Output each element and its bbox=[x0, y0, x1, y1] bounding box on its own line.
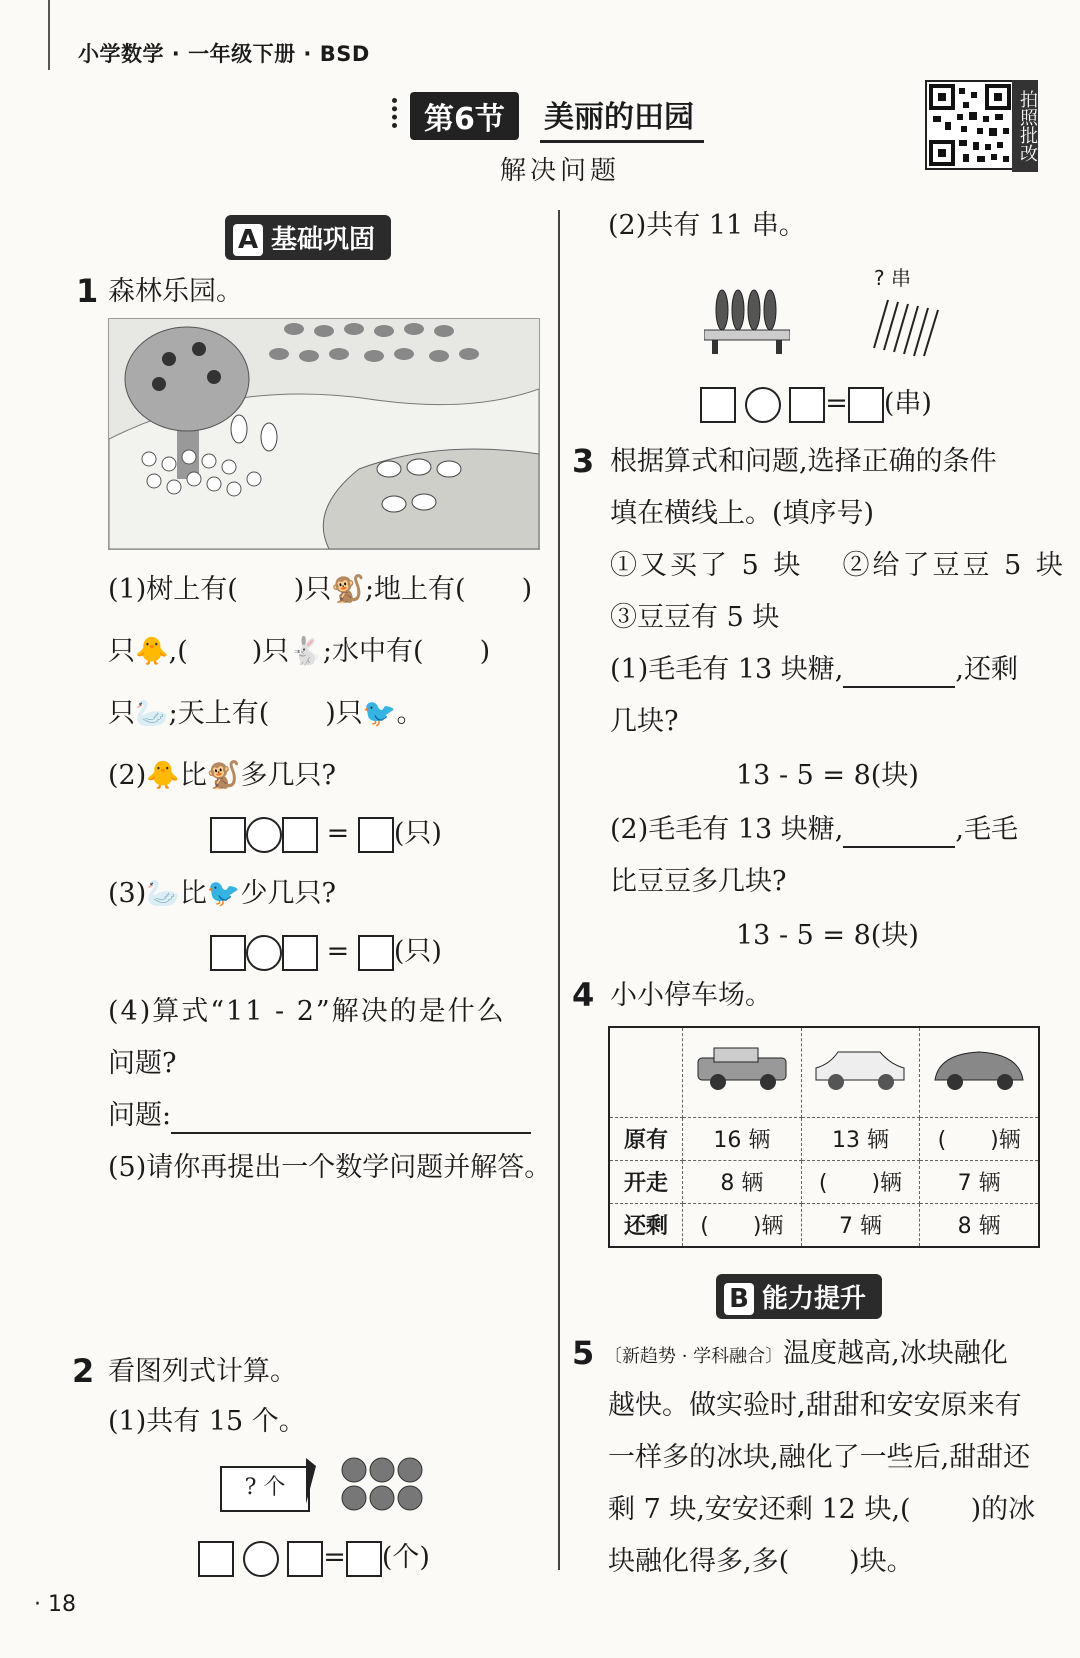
text: 问题: bbox=[108, 1100, 172, 1131]
option-2: ②给了豆豆 5 块 bbox=[842, 550, 1066, 581]
part-b-letter: B bbox=[724, 1283, 754, 1315]
text: 块融化得多,多( bbox=[608, 1546, 790, 1577]
q3-line1: 根据算式和问题,选择正确的条件 bbox=[610, 446, 997, 477]
mystery-box: ? 个 bbox=[220, 1466, 310, 1512]
q1-part2-equation bbox=[210, 816, 442, 853]
text: ;天上有( bbox=[168, 698, 270, 729]
table-row bbox=[609, 1160, 1039, 1203]
unit-label: (串) bbox=[883, 388, 932, 419]
section-subtitle: 解决问题 bbox=[500, 156, 621, 186]
q4-number: 4 bbox=[572, 976, 595, 1014]
answer-line[interactable] bbox=[171, 1102, 531, 1134]
text: (1)树上有( bbox=[108, 574, 238, 605]
operator-circle[interactable] bbox=[243, 1541, 279, 1577]
table-row bbox=[609, 1203, 1039, 1247]
text: 剩 7 块,安安还剩 12 块,( bbox=[608, 1494, 911, 1525]
q3-part1-line1 bbox=[610, 652, 1018, 688]
text: 只 bbox=[108, 636, 135, 667]
row-label: 开走 bbox=[609, 1160, 683, 1203]
q1-part1-line1 bbox=[108, 572, 532, 608]
forest-illustration bbox=[108, 318, 540, 550]
table-corner bbox=[609, 1027, 683, 1117]
kebab-stand bbox=[704, 286, 790, 360]
operator-circle[interactable] bbox=[246, 935, 282, 971]
q1-part4-line3 bbox=[108, 1098, 531, 1134]
text: (1)毛毛有 13 块糖, bbox=[610, 654, 844, 685]
car-icon bbox=[810, 1044, 910, 1094]
part-a-badge bbox=[225, 215, 391, 260]
text: )只 bbox=[293, 574, 332, 605]
stick-bundle bbox=[864, 296, 944, 362]
text: )的冰 bbox=[970, 1494, 1036, 1525]
car-cell bbox=[683, 1027, 802, 1117]
q1-part5: (5)请你再提出一个数学问题并解答。 bbox=[108, 1152, 552, 1183]
unit-label: (只) bbox=[393, 936, 442, 967]
text: 只 bbox=[108, 698, 135, 729]
text: (3) bbox=[108, 878, 147, 909]
section-title: 美丽的田园 bbox=[540, 92, 704, 143]
q1-part1-line3 bbox=[108, 696, 423, 732]
q5-line5 bbox=[608, 1544, 914, 1580]
answer-box[interactable] bbox=[282, 817, 318, 853]
table-cell-blank[interactable]: ( )辆 bbox=[801, 1160, 920, 1203]
text: (2)毛毛有 13 块糖, bbox=[610, 814, 844, 845]
text: 少几只? bbox=[240, 878, 336, 909]
q1-title: 森林乐园。 bbox=[108, 276, 243, 307]
text: ;地上有( bbox=[364, 574, 466, 605]
q5-number: 5 bbox=[572, 1334, 595, 1372]
table-header-row bbox=[609, 1027, 1039, 1117]
answer-box[interactable] bbox=[210, 817, 246, 853]
table-cell: 7 辆 bbox=[920, 1160, 1039, 1203]
column-divider bbox=[558, 210, 560, 1570]
book-header: 小学数学 · 一年级下册 · BSD bbox=[78, 42, 370, 66]
table-cell: 8 辆 bbox=[683, 1160, 802, 1203]
answer-box[interactable] bbox=[210, 935, 246, 971]
q1-part1-line2 bbox=[108, 634, 490, 670]
q3-number: 3 bbox=[572, 442, 595, 480]
q4-title: 小小停车场。 bbox=[610, 980, 772, 1011]
q5-tag: 〔新趋势 · 学科融合〕 bbox=[604, 1346, 784, 1367]
unit-label: (只) bbox=[393, 818, 442, 849]
q2-number: 2 bbox=[72, 1352, 95, 1390]
q3-line2: 填在横线上。(填序号) bbox=[610, 498, 875, 529]
section-badge: 第6节 bbox=[410, 92, 519, 140]
answer-box[interactable] bbox=[848, 387, 884, 423]
monkey-icon: 🐒 bbox=[331, 574, 365, 605]
text: 比 bbox=[179, 878, 207, 909]
swan-icon: 🦢 bbox=[135, 698, 169, 729]
q3-part1-line2: 几块? bbox=[610, 706, 679, 737]
text: ,( bbox=[168, 636, 188, 667]
q1-part3-equation bbox=[210, 934, 442, 971]
answer-box[interactable] bbox=[789, 387, 825, 423]
text: )块。 bbox=[849, 1546, 914, 1577]
q1-part4-line2: 问题? bbox=[108, 1048, 177, 1079]
text: 多几只? bbox=[240, 760, 336, 791]
table-cell: 7 辆 bbox=[801, 1203, 920, 1247]
qr-code[interactable] bbox=[925, 80, 1015, 170]
q5-line2: 越快。做实验时,甜甜和安安原来有 bbox=[608, 1390, 1022, 1421]
text: 。 bbox=[396, 698, 424, 729]
answer-box[interactable] bbox=[346, 1541, 382, 1577]
monkey-icon: 🐒 bbox=[206, 760, 241, 791]
q5-line4 bbox=[608, 1492, 1035, 1528]
q3-part2-line2: 比豆豆多几块? bbox=[610, 866, 787, 897]
table-cell: 16 辆 bbox=[683, 1117, 802, 1160]
q3-options-line1 bbox=[610, 548, 1066, 584]
text: )只 bbox=[251, 636, 290, 667]
q1-part3-question bbox=[108, 876, 336, 912]
page-number: · 18 bbox=[34, 1592, 76, 1617]
q1-part2-question bbox=[108, 758, 336, 794]
q3-part2-line1 bbox=[610, 812, 1018, 848]
apples-group bbox=[340, 1456, 430, 1516]
part-b-label: 能力提升 bbox=[762, 1284, 867, 1314]
parking-table bbox=[608, 1026, 1040, 1248]
answer-box[interactable] bbox=[358, 817, 394, 853]
row-label: 原有 bbox=[609, 1117, 683, 1160]
qr-tab[interactable]: 拍照批改 bbox=[1012, 80, 1038, 172]
text: (2) bbox=[108, 760, 147, 791]
jeep-icon bbox=[692, 1044, 792, 1094]
answer-box[interactable] bbox=[358, 935, 394, 971]
equals-sign: = bbox=[323, 1542, 346, 1573]
q5-line1 bbox=[604, 1336, 1008, 1375]
operator-circle[interactable] bbox=[246, 817, 282, 853]
answer-box[interactable] bbox=[700, 387, 736, 423]
box-side bbox=[306, 1458, 316, 1504]
table-cell-blank[interactable]: ( )辆 bbox=[920, 1117, 1039, 1160]
table-row bbox=[609, 1117, 1039, 1160]
chick-icon: 🐥 bbox=[146, 760, 180, 791]
answer-box[interactable] bbox=[287, 1541, 323, 1577]
q2-part1: (1)共有 15 个。 bbox=[108, 1406, 306, 1437]
answer-box[interactable] bbox=[282, 935, 318, 971]
page-corner-line bbox=[0, 0, 50, 70]
q3-part1-equation: 13 - 5 = 8(块) bbox=[736, 760, 919, 791]
text: ,毛毛 bbox=[955, 814, 1018, 845]
car-cell bbox=[920, 1027, 1039, 1117]
q2-title: 看图列式计算。 bbox=[108, 1356, 297, 1387]
q2-part2-equation bbox=[700, 386, 932, 423]
text: ,还剩 bbox=[955, 654, 1018, 685]
apple-icon bbox=[340, 1456, 430, 1512]
text: ) bbox=[521, 574, 533, 605]
equals-sign: = bbox=[825, 388, 848, 419]
part-b-badge bbox=[716, 1274, 882, 1319]
answer-line[interactable] bbox=[843, 656, 955, 688]
equals-sign: = bbox=[326, 936, 350, 967]
equals-sign: = bbox=[326, 818, 350, 849]
q1-part5-answer-area[interactable] bbox=[108, 1200, 538, 1330]
unit-label: (个) bbox=[381, 1542, 430, 1573]
qr-code-icon bbox=[927, 82, 1013, 168]
part-a-letter: A bbox=[233, 224, 263, 256]
kebab-icon bbox=[704, 286, 790, 356]
sticks-icon bbox=[864, 296, 944, 358]
q3-part2-equation: 13 - 5 = 8(块) bbox=[736, 920, 919, 951]
q2-part2: (2)共有 11 串。 bbox=[608, 210, 806, 241]
text: 温度越高,冰块融化 bbox=[783, 1338, 1008, 1369]
q5-line3: 一样多的冰块,融化了一些后,甜甜还 bbox=[608, 1442, 1031, 1473]
kebab-question-label: ? 串 bbox=[874, 266, 911, 290]
rabbit-icon: 🐇 bbox=[289, 636, 323, 667]
row-label: 还剩 bbox=[609, 1203, 683, 1247]
operator-circle[interactable] bbox=[745, 387, 781, 423]
option-1: ①又买了 5 块 bbox=[610, 550, 804, 581]
q2-part1-equation bbox=[198, 1540, 430, 1577]
text: 比 bbox=[179, 760, 207, 791]
chick-icon: 🐥 bbox=[135, 636, 169, 667]
beetle-car-icon bbox=[929, 1044, 1029, 1094]
table-cell-blank[interactable]: ( )辆 bbox=[683, 1203, 802, 1247]
swan-icon: 🦢 bbox=[146, 878, 180, 909]
bird-icon: 🐦 bbox=[362, 698, 397, 729]
bird-icon: 🐦 bbox=[206, 878, 241, 909]
text: ;水中有( bbox=[322, 636, 424, 667]
answer-box[interactable] bbox=[198, 1541, 234, 1577]
table-cell: 8 辆 bbox=[920, 1203, 1039, 1247]
q3-option-3: ③豆豆有 5 块 bbox=[610, 602, 780, 633]
text: ) bbox=[479, 636, 491, 667]
answer-line[interactable] bbox=[843, 816, 955, 848]
q1-number: 1 bbox=[76, 272, 99, 310]
text: )只 bbox=[325, 698, 363, 729]
part-a-label: 基础巩固 bbox=[271, 225, 376, 255]
car-cell bbox=[801, 1027, 920, 1117]
table-cell: 13 辆 bbox=[801, 1117, 920, 1160]
q1-part4-line1: (4)算式“11 - 2”解决的是什么 bbox=[108, 996, 506, 1027]
